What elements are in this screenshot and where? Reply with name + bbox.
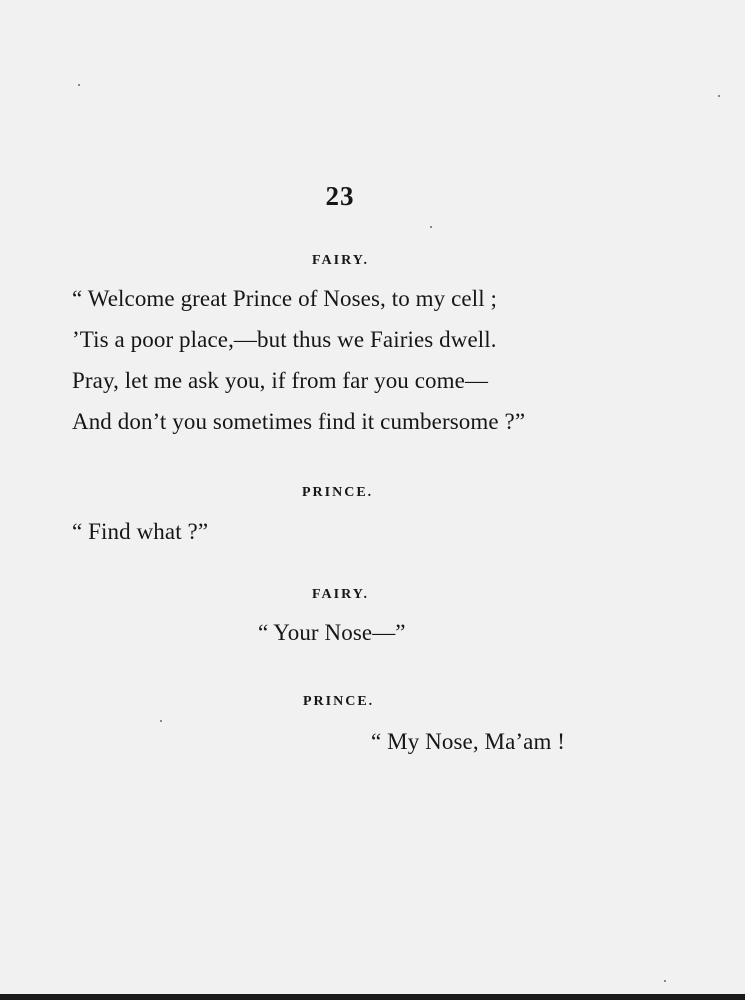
- paper-speck: [78, 84, 80, 86]
- speaker-heading-fairy: FAIRY.: [312, 253, 370, 268]
- page-number: 23: [325, 181, 355, 211]
- verse-line: And don’t you sometimes find it cumbersome ?”: [72, 409, 526, 434]
- paper-speck: [664, 980, 666, 982]
- verse-line: “ My Nose, Ma’am !: [371, 729, 566, 754]
- verse-line: ’Tis a poor place,—but thus we Fairies dwell.: [72, 327, 497, 352]
- paper-speck: [718, 95, 720, 97]
- verse-line: “ Find what ?”: [72, 519, 209, 544]
- verse-line: Pray, let me ask you, if from far you come—: [72, 368, 489, 393]
- paper-speck: [430, 226, 432, 228]
- speaker-heading-prince: PRINCE.: [303, 694, 375, 709]
- speaker-heading-prince: PRINCE.: [302, 485, 374, 500]
- verse-line: “ Welcome great Prince of Noses, to my cell ;: [72, 286, 498, 311]
- paper-speck: [160, 720, 162, 722]
- scan-bottom-edge: [0, 994, 745, 1000]
- verse-line: “ Your Nose—”: [258, 620, 406, 645]
- speaker-heading-fairy: FAIRY.: [312, 587, 370, 602]
